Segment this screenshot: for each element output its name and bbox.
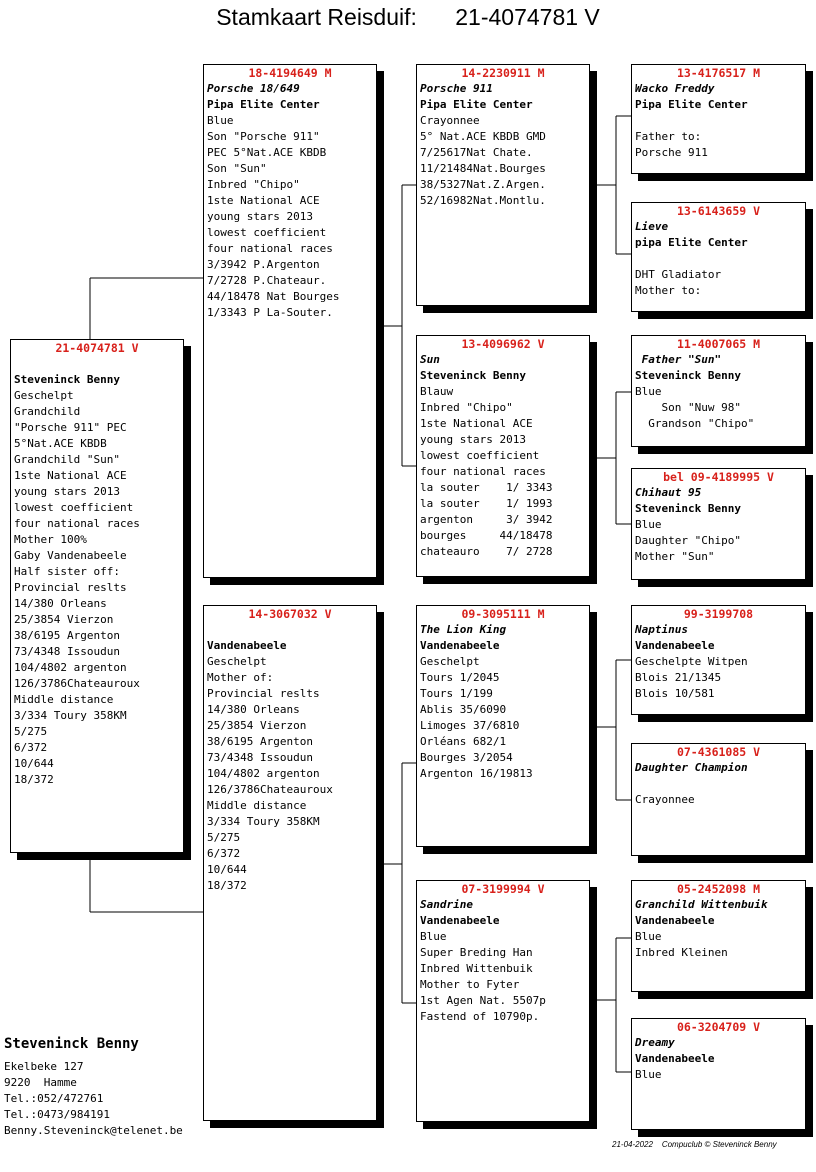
pigeon-info-line: 3/3942 P.Argenton: [207, 258, 320, 271]
ring-number: 14-3067032 V: [248, 607, 332, 621]
pigeon-card-main: [10, 339, 184, 853]
ring-number: 13-4096962 V: [461, 337, 545, 351]
pigeon-info-line: Limoges 37/6810: [420, 719, 520, 732]
pigeon-info-line: young stars 2013: [14, 485, 120, 498]
pigeon-info-line: 11/21484Nat.Bourges: [420, 162, 546, 175]
pigeon-info-line: Middle distance: [207, 799, 307, 812]
pigeon-card-father: [203, 64, 377, 578]
pigeon-name: [14, 356, 183, 372]
pigeon-name: Naptinus: [635, 623, 688, 636]
pigeon-info-line: bourges 44/18478: [420, 529, 553, 542]
pigeon-info-line: Blue: [635, 930, 662, 943]
pigeon-info-line: 73/4348 Issoudun: [207, 751, 313, 764]
ring-number: 06-3204709 V: [676, 1020, 761, 1034]
pigeon-info-line: Inbred "Chipo": [420, 401, 513, 414]
pigeon-info-line: Blois 10/581: [635, 687, 715, 700]
owner-street: Ekelbeke 127: [4, 1060, 84, 1073]
pigeon-info-line: Porsche 911: [635, 146, 708, 159]
pigeon-info-line: Blue: [207, 114, 234, 127]
pigeon-info-line: 25/3854 Vierzon: [207, 719, 307, 732]
pigeon-info-line: Half sister off:: [14, 565, 120, 578]
pigeon-owner: Vandenabeele: [635, 1052, 715, 1065]
pigeon-info-line: 3/334 Toury 358KM: [14, 709, 127, 722]
pigeon-info-line: la souter 1/ 3343: [420, 481, 553, 494]
ring-number: 99-3199708: [683, 607, 754, 621]
pigeon-info-line: 7/25617Nat Chate.: [420, 146, 533, 159]
pigeon-info-line: Tours 1/199: [420, 687, 493, 700]
pigeon-card-fmm: [631, 468, 806, 580]
pigeon-info-line: 25/3854 Vierzon: [14, 613, 114, 626]
pigeon-owner: Steveninck Benny: [635, 369, 741, 382]
pigeon-info-line: young stars 2013: [207, 210, 313, 223]
pigeon-info-line: 18/372: [207, 879, 247, 892]
pigeon-info-line: Father to:: [635, 130, 702, 143]
pigeon-card-fmf: [631, 335, 806, 447]
pigeon-info-line: 6/372: [207, 847, 241, 860]
page-title: Stamkaart Reisduif: 21-4074781 V: [216, 4, 600, 30]
pigeon-info-line: 10/644: [207, 863, 247, 876]
pigeon-name: Sandrine: [420, 898, 473, 911]
pigeon-info-line: 14/380 Orleans: [14, 597, 107, 610]
pigeon-info-line: Orléans 682/1: [420, 735, 507, 748]
pigeon-info-line: Inbred Kleinen: [635, 946, 728, 959]
ring-number: 11-4007065 M: [676, 337, 761, 351]
pigeon-name: Wacko Freddy: [635, 82, 715, 95]
pigeon-info-line: 38/5327Nat.Z.Argen.: [420, 178, 546, 191]
pigeon-owner: Steveninck Benny: [14, 373, 120, 386]
pigeon-info-line: four national races: [420, 465, 546, 478]
pigeon-info-line: young stars 2013: [420, 433, 526, 446]
pigeon-info-line: Middle distance: [14, 693, 114, 706]
pigeon-owner: Vandenabeele: [420, 914, 500, 927]
pigeon-name: Chihaut 95: [635, 486, 702, 499]
pigeon-info-line: 5°Nat.ACE KBDB: [14, 437, 107, 450]
pigeon-owner: Vandenabeele: [207, 639, 287, 652]
pigeon-name: Dreamy: [635, 1036, 675, 1049]
pigeon-info-line: Blue: [635, 1068, 662, 1081]
pigeon-name: The Lion King: [420, 623, 507, 636]
pigeon-info-line: 1ste National ACE: [14, 469, 127, 482]
ring-number: 07-3199994 V: [461, 882, 545, 896]
pigeon-info-line: PEC 5°Nat.ACE KBDB: [207, 146, 327, 159]
pigeon-info-line: 126/3786Chateauroux: [14, 677, 140, 690]
pigeon-info-line: Blois 21/1345: [635, 671, 722, 684]
pigeon-info-line: 3/334 Toury 358KM: [207, 815, 320, 828]
pigeon-card-ffm: [631, 202, 806, 312]
pigeon-info-line: 126/3786Chateauroux: [207, 783, 333, 796]
pigeon-info-line: four national races: [14, 517, 140, 530]
pigeon-info-line: Mother of:: [207, 671, 274, 684]
pigeon-owner: Steveninck Benny: [635, 502, 741, 515]
pigeon-owner: [635, 776, 805, 792]
pigeon-info-line: 5/275: [207, 831, 241, 844]
pigeon-info-line: Grandchild: [14, 405, 81, 418]
pigeon-card-mother-father: [416, 605, 590, 847]
pigeon-info-line: Inbred "Chipo": [207, 178, 300, 191]
pigeon-info-line: Geschelpte Witpen: [635, 655, 748, 668]
pigeon-info-line: Son "Sun": [207, 162, 267, 175]
pigeon-info-line: argenton 3/ 3942: [420, 513, 553, 526]
pigeon-card-father-mother: [416, 335, 590, 577]
pigeon-info-line: Fastend of 10790p.: [420, 1010, 540, 1023]
pigeon-info-line: Blue: [635, 385, 662, 398]
ring-number: 21-4074781 V: [55, 341, 139, 355]
pigeon-info-line: [635, 251, 805, 267]
pigeon-info-line: 5° Nat.ACE KBDB GMD: [420, 130, 546, 143]
pigeon-owner: Vandenabeele: [635, 914, 715, 927]
pigeon-name: Granchild Wittenbuik: [635, 898, 768, 911]
pigeon-info-line: Inbred Wittenbuik: [420, 962, 533, 975]
pigeon-info-line: 104/4802 argenton: [207, 767, 320, 780]
owner-name: Steveninck Benny: [4, 1036, 139, 1052]
pigeon-card-mfm: [631, 743, 806, 856]
pigeon-info-line: Crayonnee: [420, 114, 480, 127]
pigeon-info-line: four national races: [207, 242, 333, 255]
pigeon-info-line: "Porsche 911" PEC: [14, 421, 127, 434]
ring-number: 13-4176517 M: [676, 66, 761, 80]
pigeon-info-line: Crayonnee: [635, 793, 695, 806]
pigeon-info-line: lowest coefficient: [207, 226, 327, 239]
pigeon-info-line: Geschelpt: [420, 655, 480, 668]
pigeon-owner: Pipa Elite Center: [207, 98, 320, 111]
pigeon-name: Porsche 18/649: [207, 82, 300, 95]
ring-number: 07-4361085 V: [676, 745, 761, 759]
pigeon-info-line: Son "Porsche 911": [207, 130, 320, 143]
pigeon-info-line: 18/372: [14, 773, 54, 786]
pigeon-card-mmf: [631, 880, 806, 992]
pigeon-owner: Steveninck Benny: [420, 369, 526, 382]
pigeon-info-line: Tours 1/2045: [420, 671, 500, 684]
pigeon-info-line: Mother "Sun": [635, 550, 715, 563]
pigeon-info-line: Grandson "Chipo": [635, 417, 755, 430]
print-footer: 21-04-2022 Compuclub © Steveninck Benny: [612, 1140, 777, 1149]
pigeon-info-line: 7/2728 P.Chateaur.: [207, 274, 327, 287]
pigeon-owner: Vandenabeele: [635, 639, 715, 652]
pigeon-info-line: Blauw: [420, 385, 454, 398]
pigeon-info-line: Super Breding Han: [420, 946, 533, 959]
pigeon-info-line: lowest coefficient: [420, 449, 540, 462]
ring-number: 18-4194649 M: [248, 66, 332, 80]
pigeon-info-line: 44/18478 Nat Bourges: [207, 290, 340, 303]
pigeon-info-line: Argenton 16/19813: [420, 767, 533, 780]
ring-number: bel 09-4189995 V: [663, 470, 774, 484]
pigeon-info-line: Geschelpt: [14, 389, 74, 402]
pigeon-info-line: 52/16982Nat.Montlu.: [420, 194, 546, 207]
pigeon-info-line: 1st Agen Nat. 5507p: [420, 994, 546, 1007]
pigeon-info-line: 1/3343 P La-Souter.: [207, 306, 333, 319]
pigeon-name: Lieve: [635, 220, 669, 233]
pigeon-card-fff: [631, 64, 806, 174]
pigeon-info-line: 10/644: [14, 757, 54, 770]
pigeon-info-line: 38/6195 Argenton: [207, 735, 313, 748]
pigeon-card-mff: [631, 605, 806, 715]
pigeon-info-line: Blue: [635, 518, 662, 531]
owner-email: Benny.Steveninck@telenet.be: [4, 1124, 183, 1137]
pigeon-name: Daughter Champion: [635, 761, 748, 774]
pigeon-card-mother-mother: [416, 880, 590, 1122]
pigeon-info-line: 1ste National ACE: [207, 194, 320, 207]
owner-mobile: Tel.:0473/984191: [4, 1108, 110, 1121]
pigeon-info-line: Son "Nuw 98": [635, 401, 741, 414]
pigeon-info-line: chateauro 7/ 2728: [420, 545, 553, 558]
pigeon-owner: Vandenabeele: [420, 639, 500, 652]
ring-number: 09-3095111 M: [461, 607, 545, 621]
pigeon-info-line: Geschelpt: [207, 655, 267, 668]
pigeon-info-line: [635, 113, 805, 129]
pigeon-info-line: 6/372: [14, 741, 48, 754]
pigeon-owner: Pipa Elite Center: [420, 98, 533, 111]
pigeon-info-line: 5/275: [14, 725, 48, 738]
pigeon-info-line: Bourges 3/2054: [420, 751, 513, 764]
pigeon-info-line: Provincial reslts: [14, 581, 127, 594]
pigeon-info-line: lowest coefficient: [14, 501, 134, 514]
pigeon-info-line: Provincial reslts: [207, 687, 320, 700]
pigeon-name: Father "Sun": [635, 353, 722, 366]
pigeon-info-line: Blue: [420, 930, 447, 943]
pigeon-info-line: 104/4802 argenton: [14, 661, 127, 674]
pigeon-info-line: 73/4348 Issoudun: [14, 645, 120, 658]
owner-city: 9220 Hamme: [4, 1076, 77, 1089]
pigeon-info-line: 14/380 Orleans: [207, 703, 300, 716]
pigeon-info-line: Mother to:: [635, 284, 702, 297]
pigeon-info-line: Daughter "Chipo": [635, 534, 741, 547]
pigeon-card-mmm: [631, 1018, 806, 1130]
pigeon-card-father-father: [416, 64, 590, 306]
pigeon-owner: Pipa Elite Center: [635, 98, 748, 111]
pigeon-info-line: Grandchild "Sun": [14, 453, 120, 466]
pigeon-owner: pipa Elite Center: [635, 236, 748, 249]
pigeon-info-line: DHT Gladiator: [635, 268, 722, 281]
owner-phone: Tel.:052/472761: [4, 1092, 104, 1105]
pigeon-info-line: Mother to Fyter: [420, 978, 520, 991]
pigeon-info-line: 38/6195 Argenton: [14, 629, 120, 642]
pigeon-name: Sun: [420, 353, 440, 366]
pigeon-name: Porsche 911: [420, 82, 493, 95]
pigeon-card-mother: [203, 605, 377, 1121]
pigeon-info-line: 1ste National ACE: [420, 417, 533, 430]
pigeon-info-line: la souter 1/ 1993: [420, 497, 553, 510]
pigeon-name: [207, 622, 376, 638]
pigeon-info-line: Gaby Vandenabeele: [14, 549, 127, 562]
pigeon-info-line: Ablis 35/6090: [420, 703, 507, 716]
pigeon-info-line: Mother 100%: [14, 533, 87, 546]
ring-number: 14-2230911 M: [461, 66, 545, 80]
ring-number: 13-6143659 V: [676, 204, 761, 218]
ring-number: 05-2452098 M: [676, 882, 761, 896]
